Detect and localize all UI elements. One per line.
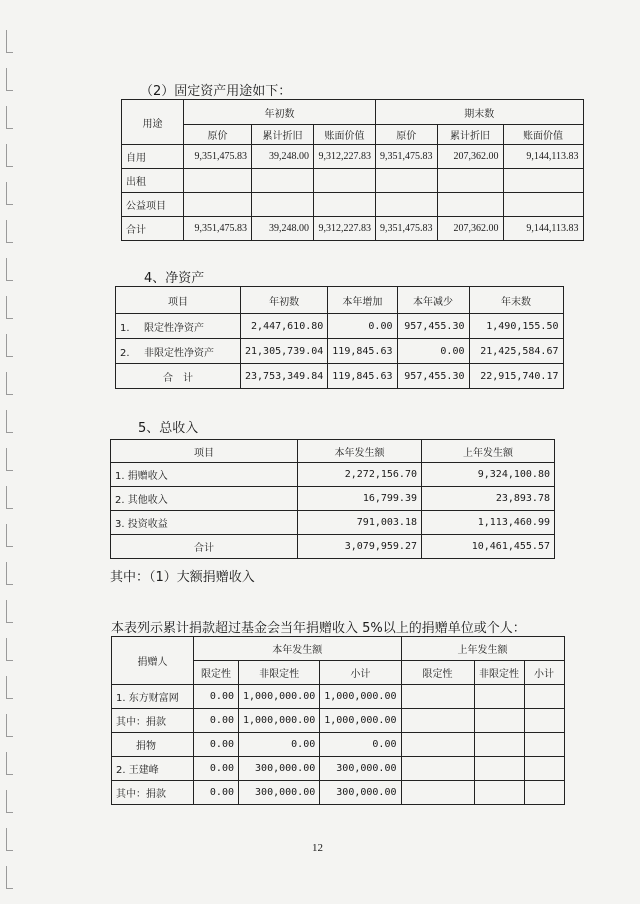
binding-mark	[6, 144, 13, 167]
cell: 10,461,455.57	[422, 535, 555, 559]
row-label: 2. 王建峰	[112, 757, 194, 781]
cell: 207,362.00	[437, 217, 503, 241]
binding-mark	[6, 714, 13, 737]
cell	[184, 193, 252, 217]
binding-mark	[6, 258, 13, 281]
binding-mark	[6, 182, 13, 205]
cell	[474, 733, 524, 757]
table-row	[112, 757, 565, 781]
total-income-table	[110, 439, 555, 559]
binding-margin-marks	[0, 0, 20, 904]
cell	[376, 193, 438, 217]
cell: 39,248.00	[252, 145, 314, 169]
cell: 119,845.63	[328, 364, 397, 389]
header-increase: 本年增加	[328, 287, 397, 314]
header-this-year: 本年发生额	[194, 637, 402, 661]
binding-mark	[6, 524, 13, 547]
fixed-assets-table	[121, 99, 584, 241]
cell: 0.00	[194, 685, 239, 709]
binding-mark	[6, 828, 13, 851]
table-row	[111, 511, 555, 535]
table-row	[116, 339, 564, 364]
table-row	[122, 169, 584, 193]
header-dep: 累计折旧	[437, 125, 503, 145]
binding-mark	[6, 448, 13, 471]
cell	[314, 193, 376, 217]
cell	[437, 169, 503, 193]
table-row	[122, 217, 584, 241]
cell	[474, 709, 524, 733]
cell: 0.00	[194, 757, 239, 781]
cell: 9,312,227.83	[314, 145, 376, 169]
cell: 9,144,113.83	[503, 217, 583, 241]
header-decrease: 本年减少	[397, 287, 469, 314]
binding-mark	[6, 638, 13, 661]
cell: 21,305,739.04	[241, 339, 328, 364]
header-last-year: 上年发生额	[422, 440, 555, 463]
cell: 119,845.63	[328, 339, 397, 364]
cell	[524, 685, 564, 709]
cell	[401, 733, 474, 757]
binding-mark	[6, 334, 13, 357]
cell: 9,351,475.83	[376, 145, 438, 169]
cell: 0.00	[194, 733, 239, 757]
cell: 23,893.78	[422, 487, 555, 511]
binding-mark	[6, 296, 13, 319]
large-donation-note: 其中：（1）大额捐赠收入	[110, 570, 255, 585]
header-use: 用途	[122, 100, 184, 145]
table-row	[112, 709, 565, 733]
row-label	[116, 314, 241, 339]
binding-mark	[6, 220, 13, 243]
cell	[503, 193, 583, 217]
cell: 1,490,155.50	[469, 314, 563, 339]
row-number: 1.	[120, 322, 130, 334]
binding-mark	[6, 866, 13, 889]
cell: 300,000.00	[239, 781, 320, 805]
cell: 9,351,475.83	[376, 217, 438, 241]
table-row	[122, 145, 584, 169]
row-name: 限定性净资产	[144, 322, 204, 334]
section-4-heading: 4、净资产	[144, 271, 205, 286]
cell: 3,079,959.27	[298, 535, 422, 559]
cell	[437, 193, 503, 217]
table-row	[116, 364, 564, 389]
header-donor: 捐赠人	[112, 637, 194, 685]
cell: 2,272,156.70	[298, 463, 422, 487]
binding-mark	[6, 410, 13, 433]
binding-mark	[6, 30, 13, 53]
row-name: 非限定性净资产	[144, 347, 214, 359]
header-subtotal: 小计	[320, 661, 401, 685]
cell: 207,362.00	[437, 145, 503, 169]
cell: 2,447,610.80	[241, 314, 328, 339]
header-subtotal: 小计	[524, 661, 564, 685]
cell: 957,455.30	[397, 314, 469, 339]
table-row	[112, 781, 565, 805]
header-orig: 原价	[184, 125, 252, 145]
header-book: 账面价值	[503, 125, 583, 145]
cell	[524, 733, 564, 757]
binding-mark	[6, 790, 13, 813]
binding-mark	[6, 600, 13, 623]
header-last-year: 上年发生额	[401, 637, 564, 661]
table-row	[112, 685, 565, 709]
table-row	[111, 535, 555, 559]
cell: 791,003.18	[298, 511, 422, 535]
cell: 9,351,475.83	[184, 145, 252, 169]
cell: 300,000.00	[239, 757, 320, 781]
cell: 9,312,227.83	[314, 217, 376, 241]
row-label: 出租	[122, 169, 184, 193]
donors-heading: 本表列示累计捐款超过基金会当年捐赠收入 5%以上的捐赠单位或个人：	[111, 621, 526, 636]
cell	[252, 169, 314, 193]
header-end: 期末数	[376, 100, 584, 125]
cell: 957,455.30	[397, 364, 469, 389]
binding-mark	[6, 752, 13, 775]
donors-table	[111, 636, 565, 805]
row-label: 捐物	[112, 733, 194, 757]
binding-mark	[6, 486, 13, 509]
cell: 1,000,000.00	[320, 685, 401, 709]
row-label: 其中：捐款	[112, 781, 194, 805]
cell: 0.00	[239, 733, 320, 757]
binding-mark	[6, 676, 13, 699]
binding-mark	[6, 106, 13, 129]
section-5-heading: 5、总收入	[138, 421, 199, 436]
row-label: 1. 东方财富网	[112, 685, 194, 709]
header-begin: 年初数	[184, 100, 376, 125]
cell: 21,425,584.67	[469, 339, 563, 364]
header-unrestricted: 非限定性	[474, 661, 524, 685]
row-label	[116, 339, 241, 364]
row-number: 2.	[120, 347, 130, 359]
cell	[401, 757, 474, 781]
net-assets-table	[115, 286, 564, 389]
cell	[252, 193, 314, 217]
cell	[376, 169, 438, 193]
table-row	[122, 193, 584, 217]
header-book: 账面价值	[314, 125, 376, 145]
cell: 0.00	[194, 781, 239, 805]
header-item: 项目	[116, 287, 241, 314]
row-label: 合计	[111, 535, 298, 559]
cell: 0.00	[320, 733, 401, 757]
binding-mark	[6, 68, 13, 91]
header-begin: 年初数	[241, 287, 328, 314]
table-row	[111, 487, 555, 511]
row-label: 其中：捐款	[112, 709, 194, 733]
cell: 1,113,460.99	[422, 511, 555, 535]
cell: 0.00	[328, 314, 397, 339]
cell: 9,351,475.83	[184, 217, 252, 241]
cell	[184, 169, 252, 193]
table-row	[112, 733, 565, 757]
row-label: 公益项目	[122, 193, 184, 217]
cell	[503, 169, 583, 193]
cell	[524, 709, 564, 733]
binding-mark	[6, 372, 13, 395]
cell	[524, 757, 564, 781]
row-label: 合 计	[116, 364, 241, 389]
cell	[474, 757, 524, 781]
cell	[474, 685, 524, 709]
section-2-heading: （2）固定资产用途如下：	[140, 84, 292, 99]
cell: 23,753,349.84	[241, 364, 328, 389]
cell	[474, 781, 524, 805]
cell: 1,000,000.00	[320, 709, 401, 733]
header-dep: 累计折旧	[252, 125, 314, 145]
row-label: 3. 投资收益	[111, 511, 298, 535]
row-label: 自用	[122, 145, 184, 169]
row-label: 2. 其他收入	[111, 487, 298, 511]
cell	[401, 781, 474, 805]
cell: 0.00	[194, 709, 239, 733]
cell: 0.00	[397, 339, 469, 364]
header-this-year: 本年发生额	[298, 440, 422, 463]
cell	[401, 709, 474, 733]
cell: 300,000.00	[320, 757, 401, 781]
header-orig: 原价	[376, 125, 438, 145]
page-number: 12	[312, 842, 323, 854]
header-unrestricted: 非限定性	[239, 661, 320, 685]
cell: 1,000,000.00	[239, 685, 320, 709]
cell: 16,799.39	[298, 487, 422, 511]
cell: 39,248.00	[252, 217, 314, 241]
header-restricted: 限定性	[194, 661, 239, 685]
cell: 300,000.00	[320, 781, 401, 805]
row-label: 1. 捐赠收入	[111, 463, 298, 487]
cell	[401, 685, 474, 709]
row-label: 合计	[122, 217, 184, 241]
cell: 1,000,000.00	[239, 709, 320, 733]
cell: 9,324,100.80	[422, 463, 555, 487]
header-end: 年末数	[469, 287, 563, 314]
header-item: 项目	[111, 440, 298, 463]
header-restricted: 限定性	[401, 661, 474, 685]
table-row	[111, 463, 555, 487]
cell: 22,915,740.17	[469, 364, 563, 389]
cell	[314, 169, 376, 193]
table-row	[116, 314, 564, 339]
binding-mark	[6, 562, 13, 585]
cell: 9,144,113.83	[503, 145, 583, 169]
cell	[524, 781, 564, 805]
